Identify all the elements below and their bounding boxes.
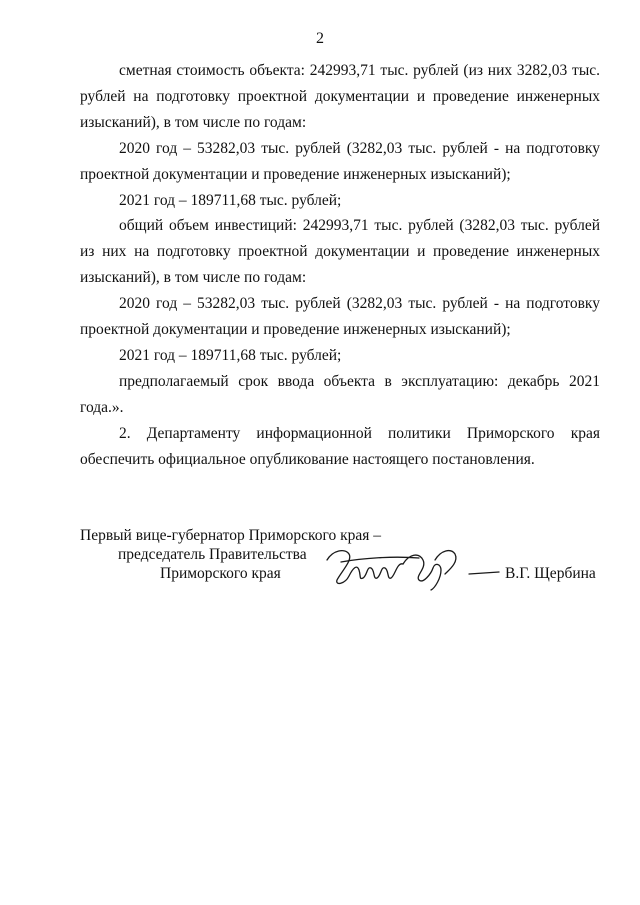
paragraph-2020-investment: 2020 год – 53282,03 тыс. рублей (3282,03 тыс. рублей - на подготовку проектной документации и проведение инженерных изысканий); bbox=[80, 295, 600, 339]
paragraph-commissioning-date: предполагаемый срок ввода объекта в эксплуатацию: декабрь 2021 года.». bbox=[80, 372, 600, 416]
signatory-title-line-1: Первый вице-губернатор Приморского края – bbox=[80, 527, 382, 544]
signature-block bbox=[80, 526, 600, 586]
page-number: 2 bbox=[316, 30, 324, 47]
signatory-title-line-3: Приморского края bbox=[160, 565, 281, 582]
paragraph-2021-investment: 2021 год – 189711,68 тыс. рублей; bbox=[119, 346, 342, 364]
paragraph-2020-cost: 2020 год – 53282,03 тыс. рублей (3282,03 тыс. рублей - на подготовку проектной документации и проведение инженерных изысканий); bbox=[80, 139, 600, 183]
handwritten-signature bbox=[323, 540, 501, 592]
paragraph-publication-order: 2. Департаменту информационной политики Приморского края обеспечить официальное опубликование настоящего постановления. bbox=[80, 424, 600, 468]
paragraph-investment-total: общий объем инвестиций: 242993,71 тыс. рублей (3282,03 тыс. рублей из них на подготовку проектной документации и проведение инженерных изысканий), в том числе по годам: bbox=[80, 217, 600, 287]
document-body bbox=[80, 58, 600, 473]
signatory-title-line-2: председатель Правительства bbox=[118, 546, 307, 563]
signatory-name: В.Г. Щербина bbox=[505, 565, 596, 582]
paragraph-estimated-cost: сметная стоимость объекта: 242993,71 тыс. рублей (из них 3282,03 тыс. рублей на подготовку проектной документации и проведение инженерных изысканий), в том числе по годам: bbox=[80, 62, 600, 131]
paragraph-2021-cost: 2021 год – 189711,68 тыс. рублей; bbox=[119, 191, 342, 209]
